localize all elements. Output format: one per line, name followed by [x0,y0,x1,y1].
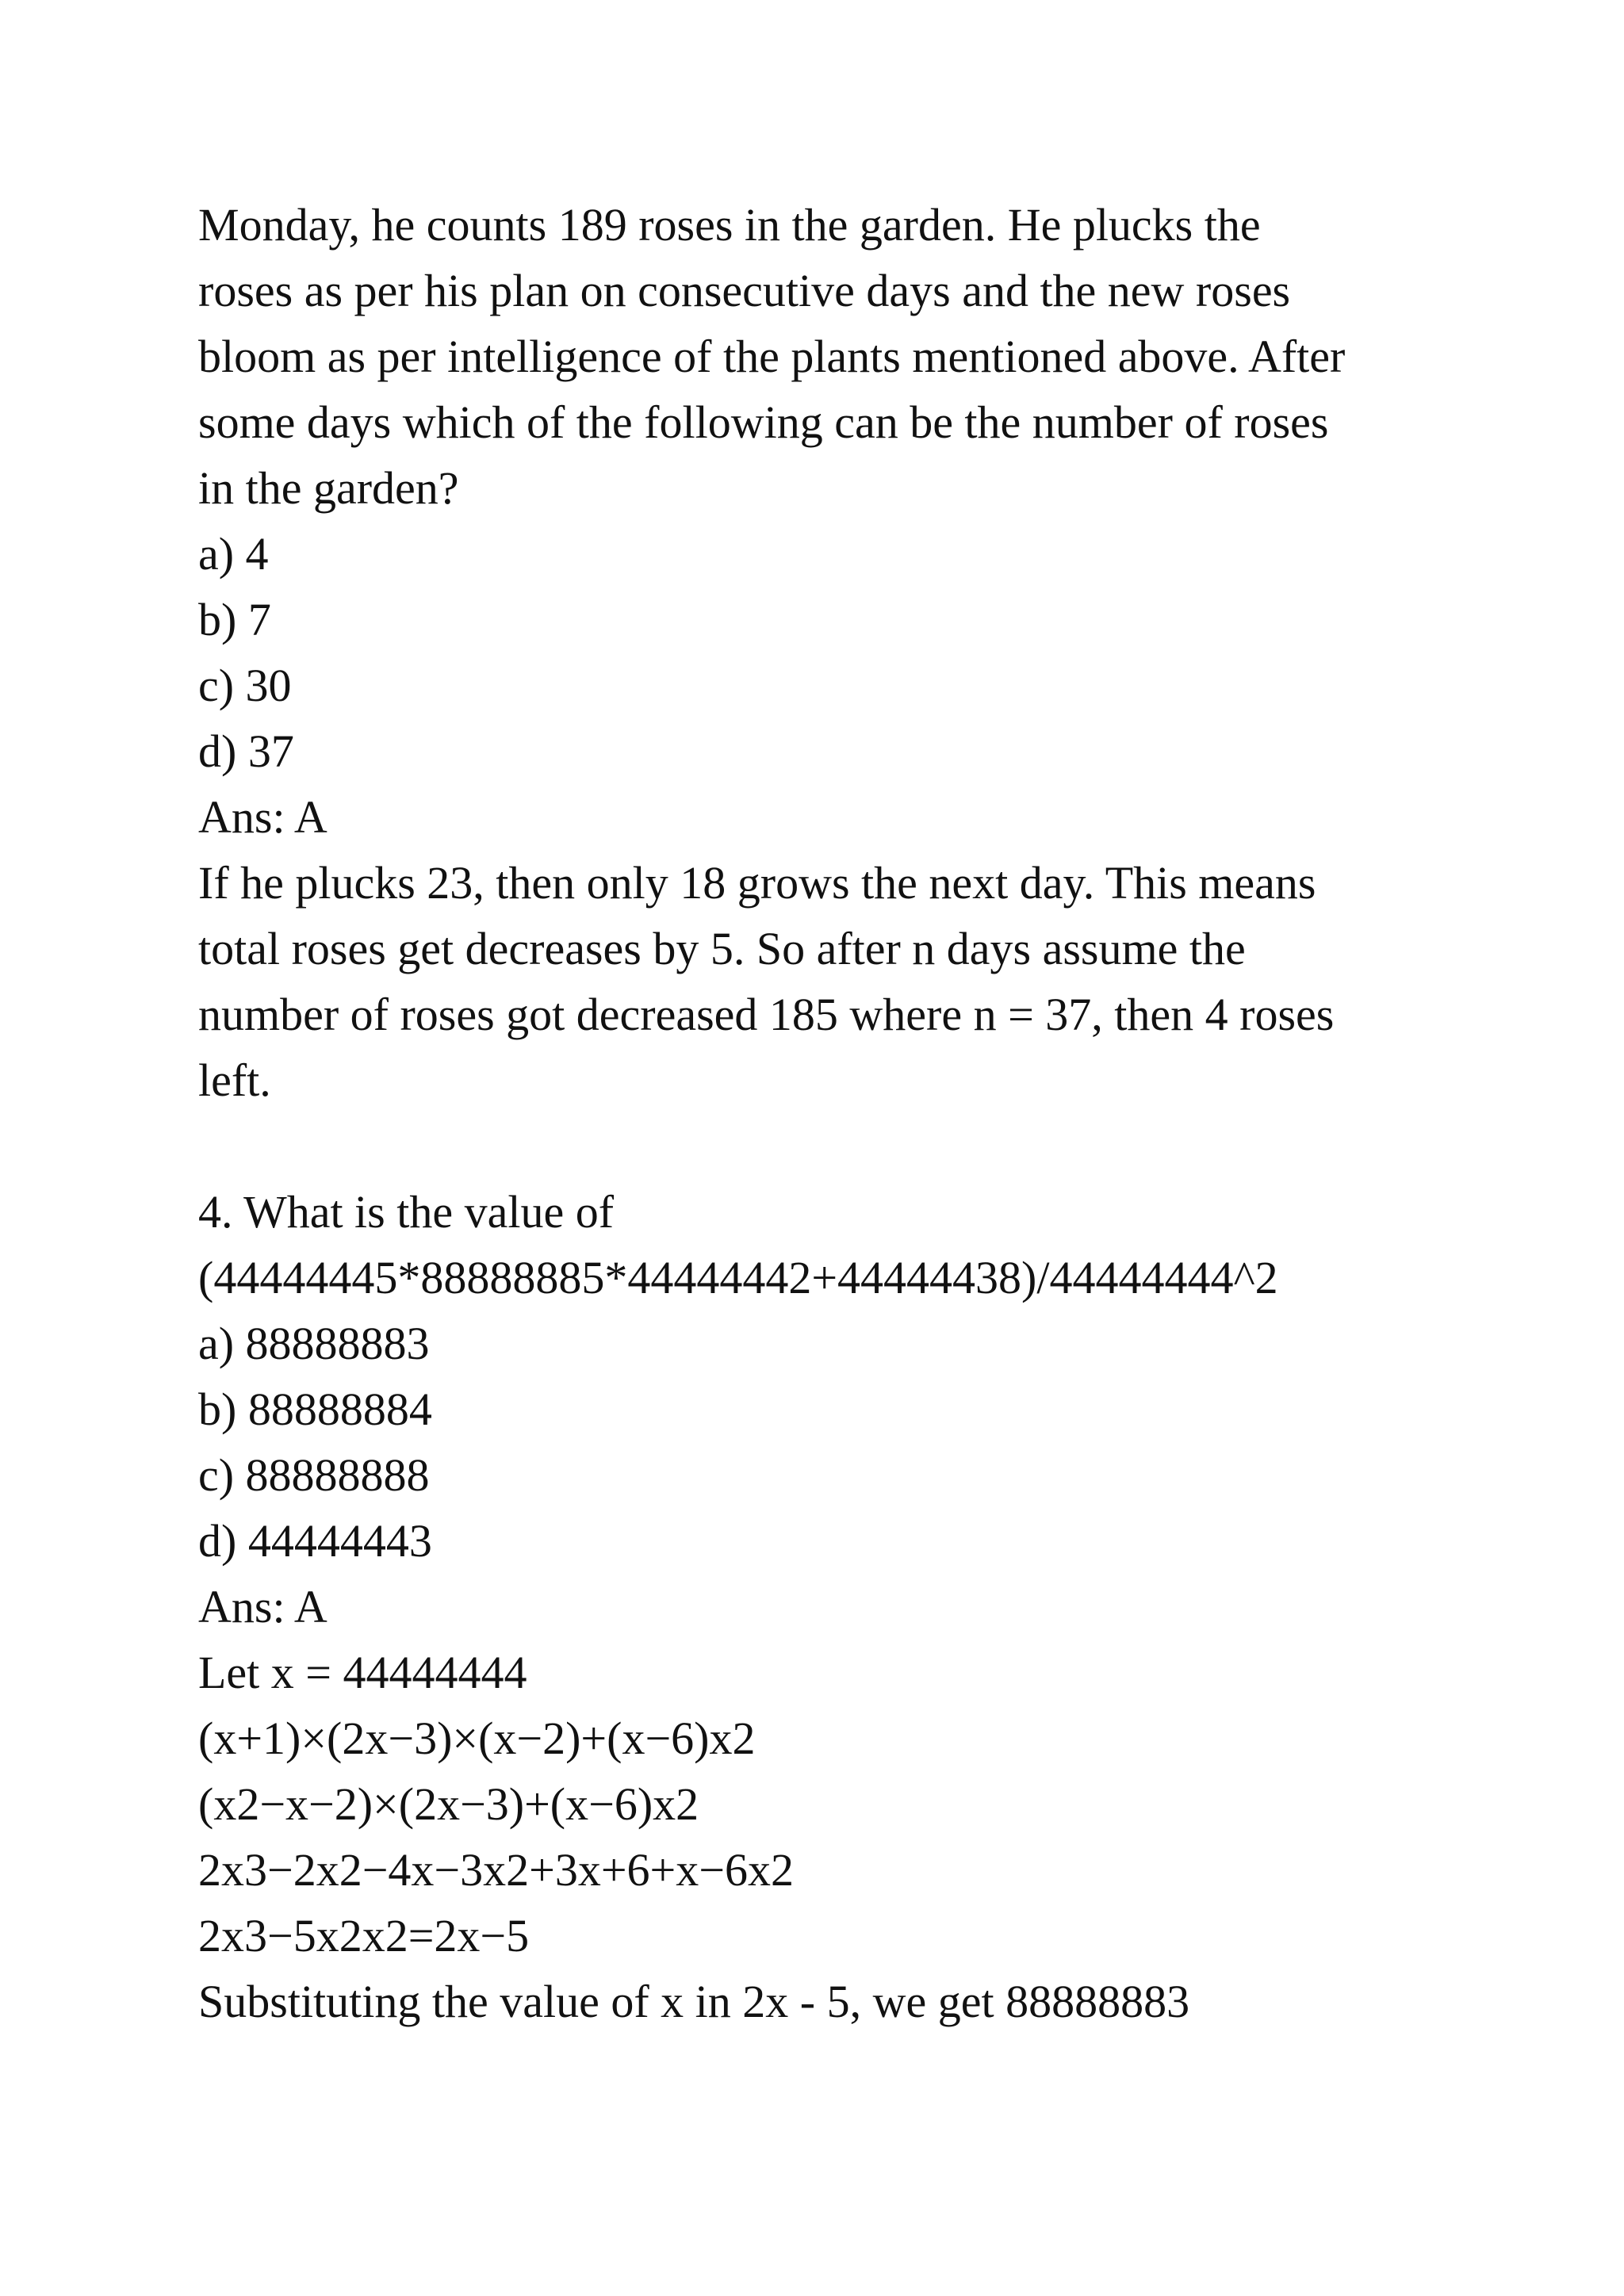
explanation-line: left. [198,1054,271,1106]
explanation-line: total roses get decreases by 5. So after n days assume the [198,923,1246,974]
text-line: roses as per his plan on consecutive days and the new roses [198,265,1291,316]
option-c: c) 30 [198,660,292,711]
solution-math-line: 2x3−5x2x2=2x−5 [198,1910,530,1961]
question-3-continuation [198,192,1451,1113]
question-title: 4. What is the value of [198,1186,615,1238]
answer-label: Ans: A [198,1581,327,1632]
option-c: c) 88888888 [198,1449,430,1501]
option-d: d) 37 [198,725,294,777]
text-line: bloom as per intelligence of the plants mentioned above. After [198,331,1346,382]
solution-line: Let x = 44444444 [198,1647,527,1698]
explanation-line: If he plucks 23, then only 18 grows the next day. This means [198,857,1316,909]
option-b: b) 7 [198,594,271,645]
paragraph-gap [198,1113,1451,1179]
explanation-line: number of roses got decreased 185 where n = 37, then 4 roses [198,989,1335,1040]
solution-conclusion: Substituting the value of x in 2x - 5, we get 88888883 [198,1976,1190,2027]
option-a: a) 4 [198,528,269,580]
solution-math-line: (x+1)×(2x−3)×(x−2)+(x−6)x2 [198,1712,756,1764]
option-b: b) 88888884 [198,1383,432,1435]
solution-math-line: (x2−x−2)×(2x−3)+(x−6)x2 [198,1778,699,1830]
question-expression: (44444445*88888885*44444442+44444438)/44444444^2 [198,1252,1278,1303]
text-line: in the garden? [198,462,459,514]
document-page [198,192,1451,2034]
text-line: Monday, he counts 189 roses in the garden. He plucks the [198,199,1261,251]
solution-math-line: 2x3−2x2−4x−3x2+3x+6+x−6x2 [198,1844,794,1896]
option-d: d) 44444443 [198,1515,432,1567]
option-a: a) 88888883 [198,1318,430,1369]
text-line: some days which of the following can be the number of roses [198,396,1329,448]
question-4 [198,1179,1451,2034]
answer-label: Ans: A [198,791,327,843]
